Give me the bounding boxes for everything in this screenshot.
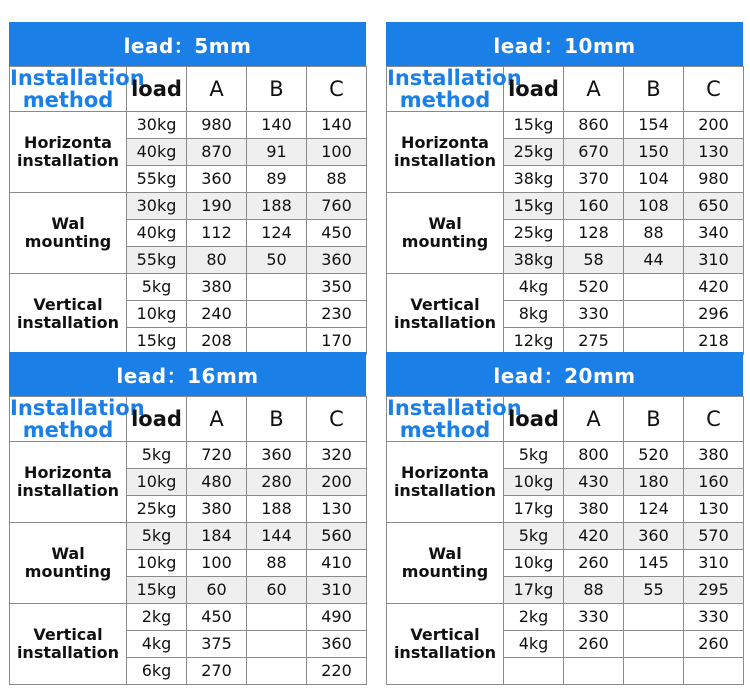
a-cell: 380 (187, 274, 247, 301)
installation-method-cell: Wal mounting (387, 523, 504, 604)
installation-method-cell: Vertical installation (387, 604, 504, 685)
c-cell: 360 (307, 247, 367, 274)
installation-method-cell: Horizonta installation (387, 442, 504, 523)
load-cell: 5kg (504, 523, 564, 550)
load-cell: 10kg (504, 469, 564, 496)
table-row (387, 523, 744, 550)
c-header: C (307, 67, 367, 112)
installation-method-cell: Horizonta installation (10, 112, 127, 193)
c-cell: 380 (684, 442, 744, 469)
a-cell: 80 (187, 247, 247, 274)
load-cell: 17kg (504, 577, 564, 604)
b-cell: 88 (247, 550, 307, 577)
load-cell: 38kg (504, 247, 564, 274)
load-cell: 30kg (127, 193, 187, 220)
panel-title: lead：16mm (9, 352, 366, 396)
a-cell: 380 (564, 496, 624, 523)
a-cell: 190 (187, 193, 247, 220)
installation-method-cell: Vertical installation (10, 274, 127, 355)
b-cell: 124 (247, 220, 307, 247)
load-cell: 6kg (127, 658, 187, 685)
b-cell: 188 (247, 496, 307, 523)
c-cell: 450 (307, 220, 367, 247)
load-cell: 5kg (504, 442, 564, 469)
c-cell: 140 (307, 112, 367, 139)
b-header: B (624, 67, 684, 112)
a-cell: 800 (564, 442, 624, 469)
spec-panel (386, 352, 743, 685)
table-row (387, 193, 744, 220)
load-cell: 40kg (127, 139, 187, 166)
b-cell: 150 (624, 139, 684, 166)
c-cell: 230 (307, 301, 367, 328)
table-row (387, 274, 744, 301)
b-cell: 89 (247, 166, 307, 193)
load-cell: 2kg (504, 604, 564, 631)
a-cell: 360 (187, 166, 247, 193)
c-header: C (307, 397, 367, 442)
c-cell: 350 (307, 274, 367, 301)
c-cell: 560 (307, 523, 367, 550)
installation-method-header: Installation method (10, 66, 145, 113)
installation-method-header: Installation method (387, 396, 522, 443)
load-cell: 10kg (127, 550, 187, 577)
panel-title: lead：5mm (9, 22, 366, 66)
b-cell: 144 (247, 523, 307, 550)
c-cell: 980 (684, 166, 744, 193)
c-cell: 160 (684, 469, 744, 496)
c-cell: 100 (307, 139, 367, 166)
installation-method-cell: Horizonta installation (387, 112, 504, 193)
b-cell (247, 604, 307, 631)
table-row (387, 442, 744, 469)
c-cell: 218 (684, 328, 744, 355)
c-cell: 310 (684, 550, 744, 577)
b-cell (624, 274, 684, 301)
b-cell (624, 658, 684, 685)
c-cell: 88 (307, 166, 367, 193)
c-cell: 310 (684, 247, 744, 274)
load-cell: 10kg (127, 301, 187, 328)
c-cell: 200 (684, 112, 744, 139)
load-cell: 5kg (127, 442, 187, 469)
a-cell: 330 (564, 301, 624, 328)
installation-method-cell: Wal mounting (10, 523, 127, 604)
c-cell (684, 658, 744, 685)
load-header: load (504, 397, 564, 442)
load-cell: 17kg (504, 496, 564, 523)
spec-table (386, 396, 744, 685)
b-cell (247, 301, 307, 328)
load-cell: 25kg (504, 220, 564, 247)
c-cell: 410 (307, 550, 367, 577)
load-header: load (127, 397, 187, 442)
b-cell (247, 328, 307, 355)
installation-method-cell: Vertical installation (10, 604, 127, 685)
a-cell: 208 (187, 328, 247, 355)
c-cell: 260 (684, 631, 744, 658)
c-cell: 340 (684, 220, 744, 247)
c-cell: 130 (684, 139, 744, 166)
a-cell: 420 (564, 523, 624, 550)
installation-method-cell: Horizonta installation (10, 442, 127, 523)
load-cell: 5kg (127, 274, 187, 301)
c-cell: 360 (307, 631, 367, 658)
b-header: B (247, 397, 307, 442)
header-row (10, 67, 367, 112)
header-row (387, 67, 744, 112)
spec-panel (9, 352, 366, 685)
table-row (387, 112, 744, 139)
a-cell: 128 (564, 220, 624, 247)
b-cell: 108 (624, 193, 684, 220)
load-cell (504, 658, 564, 685)
a-cell: 330 (564, 604, 624, 631)
installation-method-cell: Wal mounting (387, 193, 504, 274)
load-cell: 38kg (504, 166, 564, 193)
a-cell: 112 (187, 220, 247, 247)
load-cell: 2kg (127, 604, 187, 631)
header-row (10, 397, 367, 442)
b-cell (247, 274, 307, 301)
a-cell (564, 658, 624, 685)
c-cell: 420 (684, 274, 744, 301)
panel-title: lead：10mm (386, 22, 743, 66)
a-header: A (564, 397, 624, 442)
a-cell: 980 (187, 112, 247, 139)
b-cell (624, 604, 684, 631)
spec-panel (9, 22, 366, 355)
c-cell: 650 (684, 193, 744, 220)
b-cell: 520 (624, 442, 684, 469)
b-cell: 145 (624, 550, 684, 577)
a-cell: 430 (564, 469, 624, 496)
a-cell: 380 (187, 496, 247, 523)
spec-table (386, 66, 744, 355)
c-cell: 200 (307, 469, 367, 496)
load-cell: 15kg (127, 328, 187, 355)
b-cell (624, 631, 684, 658)
c-cell: 310 (307, 577, 367, 604)
load-cell: 10kg (127, 469, 187, 496)
a-cell: 670 (564, 139, 624, 166)
b-cell: 124 (624, 496, 684, 523)
table-row (387, 604, 744, 631)
a-cell: 275 (564, 328, 624, 355)
load-cell: 10kg (504, 550, 564, 577)
load-cell: 30kg (127, 112, 187, 139)
b-cell: 360 (247, 442, 307, 469)
a-cell: 240 (187, 301, 247, 328)
table-row (10, 274, 367, 301)
b-cell (624, 301, 684, 328)
spec-table (9, 66, 367, 355)
c-cell: 295 (684, 577, 744, 604)
load-cell: 8kg (504, 301, 564, 328)
load-cell: 4kg (504, 274, 564, 301)
table-row (10, 604, 367, 631)
c-cell: 130 (307, 496, 367, 523)
c-cell: 170 (307, 328, 367, 355)
b-cell: 104 (624, 166, 684, 193)
a-cell: 88 (564, 577, 624, 604)
a-cell: 480 (187, 469, 247, 496)
c-cell: 130 (684, 496, 744, 523)
a-cell: 60 (187, 577, 247, 604)
load-header: load (127, 67, 187, 112)
c-cell: 296 (684, 301, 744, 328)
b-cell: 50 (247, 247, 307, 274)
load-cell: 55kg (127, 247, 187, 274)
load-cell: 25kg (504, 139, 564, 166)
table-row (10, 523, 367, 550)
b-cell: 140 (247, 112, 307, 139)
spec-panel (386, 22, 743, 355)
a-cell: 58 (564, 247, 624, 274)
load-cell: 15kg (504, 193, 564, 220)
b-cell (247, 658, 307, 685)
load-cell: 55kg (127, 166, 187, 193)
c-cell: 490 (307, 604, 367, 631)
b-cell: 60 (247, 577, 307, 604)
a-cell: 375 (187, 631, 247, 658)
c-cell: 320 (307, 442, 367, 469)
a-header: A (187, 397, 247, 442)
a-cell: 184 (187, 523, 247, 550)
c-header: C (684, 397, 744, 442)
load-cell: 25kg (127, 496, 187, 523)
a-cell: 720 (187, 442, 247, 469)
installation-method-cell: Wal mounting (10, 193, 127, 274)
b-cell: 280 (247, 469, 307, 496)
b-cell: 154 (624, 112, 684, 139)
b-cell: 91 (247, 139, 307, 166)
load-cell: 40kg (127, 220, 187, 247)
panel-title: lead：20mm (386, 352, 743, 396)
a-header: A (187, 67, 247, 112)
load-cell: 4kg (127, 631, 187, 658)
load-cell: 15kg (127, 577, 187, 604)
c-cell: 220 (307, 658, 367, 685)
b-cell: 44 (624, 247, 684, 274)
b-cell: 88 (624, 220, 684, 247)
load-cell: 5kg (127, 523, 187, 550)
a-cell: 260 (564, 550, 624, 577)
a-cell: 520 (564, 274, 624, 301)
a-cell: 260 (564, 631, 624, 658)
table-row (10, 442, 367, 469)
a-cell: 270 (187, 658, 247, 685)
a-cell: 160 (564, 193, 624, 220)
b-header: B (247, 67, 307, 112)
c-cell: 760 (307, 193, 367, 220)
installation-method-header: Installation method (387, 66, 522, 113)
b-cell (247, 631, 307, 658)
c-cell: 330 (684, 604, 744, 631)
installation-method-cell: Vertical installation (387, 274, 504, 355)
a-cell: 100 (187, 550, 247, 577)
header-row (387, 397, 744, 442)
c-header: C (684, 67, 744, 112)
load-header: load (504, 67, 564, 112)
load-cell: 15kg (504, 112, 564, 139)
a-cell: 860 (564, 112, 624, 139)
b-cell: 55 (624, 577, 684, 604)
table-row (10, 112, 367, 139)
c-cell: 570 (684, 523, 744, 550)
b-cell: 188 (247, 193, 307, 220)
b-cell (624, 328, 684, 355)
a-cell: 870 (187, 139, 247, 166)
spec-table (9, 396, 367, 685)
installation-method-header: Installation method (10, 396, 145, 443)
a-cell: 450 (187, 604, 247, 631)
a-cell: 370 (564, 166, 624, 193)
load-cell: 4kg (504, 631, 564, 658)
load-cell: 12kg (504, 328, 564, 355)
b-cell: 180 (624, 469, 684, 496)
b-cell: 360 (624, 523, 684, 550)
a-header: A (564, 67, 624, 112)
table-row (10, 193, 367, 220)
b-header: B (624, 397, 684, 442)
